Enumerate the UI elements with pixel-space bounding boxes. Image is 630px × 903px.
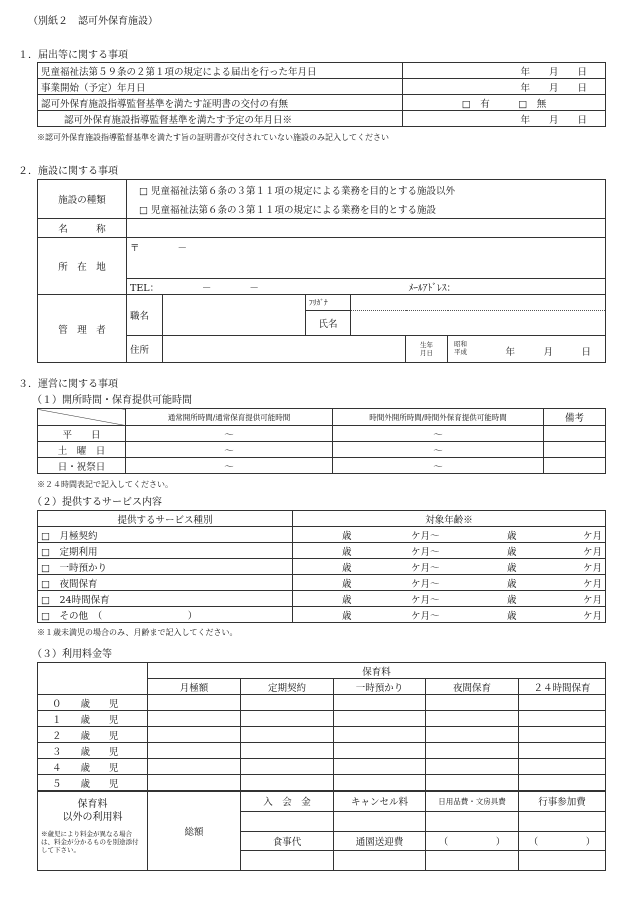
- saturday-overtime-field[interactable]: ～: [333, 442, 544, 458]
- era-label: 昭和 平成: [454, 340, 467, 356]
- email-field[interactable]: ﾒｰﾙｱﾄﾞﾚｽ：: [406, 279, 606, 295]
- birthdate-value: 年 月 日: [505, 347, 592, 358]
- notification-date-label: 児童福祉法第５９条の２第１項の規定による届出を行った年月日: [38, 63, 403, 79]
- age-unit: 歳: [443, 543, 520, 559]
- table-row: [38, 442, 606, 458]
- age-unit: 歳: [293, 591, 355, 607]
- fees-col-night: 夜間保育: [426, 679, 519, 695]
- event-fee-label: 行事参加費: [519, 791, 606, 811]
- other-fees-note: ※歳児により料金が異なる場合は、料金が分かるものを別途添付して下さい。: [41, 830, 139, 854]
- facility-address-label: 所 在 地: [38, 238, 127, 295]
- weekday-overtime-field[interactable]: ～: [333, 426, 544, 442]
- start-date-label: 事業開始（予定）年月日: [38, 79, 403, 95]
- fee-cell[interactable]: [241, 695, 334, 711]
- notification-table: [37, 62, 606, 127]
- hours-col-regular: 通常開所時間/通常保育提供可能時間: [126, 409, 333, 426]
- fees-col-temporary: 一時預かり: [334, 679, 426, 695]
- total-label: 総額: [148, 791, 241, 871]
- furigana-field[interactable]: [351, 295, 606, 311]
- fee-cell[interactable]: [241, 775, 334, 792]
- furigana-label: ﾌﾘｶﾞﾅ: [306, 295, 351, 311]
- services-table: [37, 510, 606, 623]
- fee-cell[interactable]: [519, 775, 606, 792]
- fee-cell[interactable]: [519, 743, 606, 759]
- fee-cell[interactable]: [148, 727, 241, 743]
- age-unit: ケ月～: [355, 543, 443, 559]
- table-row: [38, 695, 606, 711]
- hours-col-remarks: 備考: [544, 409, 606, 426]
- hours-note: ※２４時間表記で記入してください。: [37, 480, 173, 489]
- table-row: [38, 607, 606, 623]
- fees-col-monthly: 月極額: [148, 679, 241, 695]
- service-other-option[interactable]: □ その他 （ ）: [38, 607, 293, 623]
- age-unit: ケ月: [520, 607, 606, 623]
- manager-label: 管 理 者: [38, 295, 127, 363]
- fees-row-age-3: ３ 歳 児: [38, 743, 148, 759]
- service-monthly-option[interactable]: □ 月極契約: [38, 527, 293, 543]
- fee-cell[interactable]: [241, 711, 334, 727]
- table-row: [38, 727, 606, 743]
- section-1-note: ※認可外保育施設指導監督基準を満たす旨の証明書が交付されていない施設のみ記入してください: [37, 133, 389, 142]
- facility-type-label: 施設の種類: [38, 180, 127, 219]
- age-unit: 歳: [443, 575, 520, 591]
- facility-name-field[interactable]: [127, 219, 606, 238]
- entry-fee-label: 入 会 金: [241, 791, 334, 811]
- fees-row-age-5: ５ 歳 児: [38, 775, 148, 792]
- service-temporary-option[interactable]: □ 一時預かり: [38, 559, 293, 575]
- age-unit: 歳: [293, 559, 355, 575]
- fees-row-age-2: ２ 歳 児: [38, 727, 148, 743]
- hours-table: [37, 408, 606, 474]
- table-row: [38, 219, 606, 238]
- fee-cell[interactable]: [426, 727, 519, 743]
- hours-row-holiday: 日・祝祭日: [38, 458, 126, 474]
- bus-fee-field[interactable]: [334, 851, 426, 871]
- age-unit: 歳: [293, 607, 355, 623]
- table-row: [38, 591, 606, 607]
- age-unit: ケ月～: [355, 575, 443, 591]
- table-row: [38, 295, 606, 311]
- supplies-fee-field[interactable]: [426, 811, 519, 831]
- tel-field[interactable]: TEL： － －: [127, 279, 406, 295]
- age-unit: ケ月: [520, 575, 606, 591]
- hours-heading: （１）開所時間・保育提供可能時間: [32, 395, 192, 406]
- age-unit: 歳: [443, 559, 520, 575]
- holiday-overtime-field[interactable]: ～: [333, 458, 544, 474]
- section-3-heading: ３．運営に関する事項: [18, 379, 118, 390]
- fee-cell[interactable]: [148, 743, 241, 759]
- fee-cell[interactable]: [519, 759, 606, 775]
- table-row: [38, 743, 606, 759]
- birthdate-field[interactable]: [448, 336, 606, 363]
- table-row: [38, 527, 606, 543]
- services-note: ※１歳未満児の場合のみ、月齢まで記入してください。: [37, 628, 238, 637]
- age-unit: 歳: [443, 591, 520, 607]
- entry-fee-field[interactable]: [241, 811, 334, 831]
- table-row: [38, 543, 606, 559]
- saturday-regular-field[interactable]: ～: [126, 442, 333, 458]
- age-unit: ケ月: [520, 543, 606, 559]
- age-unit: 歳: [443, 607, 520, 623]
- table-row: [38, 511, 606, 527]
- fees-corner-cell: [38, 663, 148, 695]
- notification-date-field[interactable]: 年 月 日: [403, 63, 606, 79]
- age-unit: ケ月: [520, 591, 606, 607]
- age-unit: ケ月～: [355, 559, 443, 575]
- fees-col-24h: ２４時間保育: [519, 679, 606, 695]
- age-unit: ケ月～: [355, 591, 443, 607]
- table-row: [38, 180, 606, 200]
- table-row: [38, 458, 606, 474]
- cancel-fee-label: キャンセル料: [334, 791, 426, 811]
- services-heading: （２）提供するサービス内容: [32, 497, 162, 508]
- fee-cell[interactable]: [148, 695, 241, 711]
- certificate-plan-date-field[interactable]: 年 月 日: [403, 111, 606, 127]
- service-night-option[interactable]: □ 夜間保育: [38, 575, 293, 591]
- table-row: [38, 759, 606, 775]
- facility-name-label: 名 称: [38, 219, 127, 238]
- age-unit: ケ月: [520, 527, 606, 543]
- service-regular-option[interactable]: □ 定期利用: [38, 543, 293, 559]
- certificate-label: 認可外保育施設指導監督基準を満たす証明書の交付の有無: [38, 95, 403, 111]
- age-unit: ケ月: [520, 559, 606, 575]
- table-row: [38, 775, 606, 792]
- form-title: （別紙２ 認可外保育施設）: [28, 16, 158, 27]
- table-row: [38, 95, 606, 111]
- table-row: [38, 426, 606, 442]
- fee-cell[interactable]: [334, 759, 426, 775]
- table-row: [38, 791, 606, 811]
- section-1-heading: １．届出等に関する事項: [18, 50, 128, 61]
- certificate-checkbox-field[interactable]: □ 有 □ 無: [403, 95, 606, 111]
- meal-fee-label: 食事代: [241, 831, 334, 851]
- manager-address-label: 住所: [127, 336, 163, 363]
- table-row: [38, 663, 606, 679]
- start-date-field[interactable]: 年 月 日: [403, 79, 606, 95]
- services-col-age: 対象年齢※: [293, 511, 606, 527]
- facility-table: [37, 179, 606, 363]
- fee-cell[interactable]: [241, 743, 334, 759]
- age-unit: 歳: [293, 543, 355, 559]
- postal-code-field[interactable]: 〒 －: [127, 238, 606, 279]
- other-fee-2-label[interactable]: （ ）: [519, 831, 606, 851]
- fee-cell[interactable]: [426, 775, 519, 792]
- fee-cell[interactable]: [334, 695, 426, 711]
- cancel-fee-field[interactable]: [334, 811, 426, 831]
- hours-corner-cell: [38, 409, 126, 426]
- fee-cell[interactable]: [241, 727, 334, 743]
- meal-fee-field[interactable]: [241, 851, 334, 871]
- fee-cell[interactable]: [334, 775, 426, 792]
- facility-type-option-1[interactable]: □ 児童福祉法第６条の３第１１項の規定による業務を目的とする施設以外: [127, 180, 606, 200]
- age-unit: 歳: [443, 527, 520, 543]
- other-fee-1-label[interactable]: （ ）: [426, 831, 519, 851]
- weekday-regular-field[interactable]: ～: [126, 426, 333, 442]
- fees-table: [37, 662, 606, 871]
- other-fee-2-field[interactable]: [519, 851, 606, 871]
- fee-cell[interactable]: [426, 743, 519, 759]
- fee-cell[interactable]: [519, 727, 606, 743]
- manager-address-field[interactable]: [163, 336, 406, 363]
- service-24h-option[interactable]: □ 24時間保育: [38, 591, 293, 607]
- fees-row-age-4: ４ 歳 児: [38, 759, 148, 775]
- table-row: [38, 111, 606, 127]
- services-col-type: 提供するサービス種別: [38, 511, 293, 527]
- holiday-remarks-field[interactable]: [544, 458, 606, 474]
- age-unit: 歳: [293, 527, 355, 543]
- fullname-label: 氏名: [306, 311, 351, 336]
- fee-cell[interactable]: [334, 711, 426, 727]
- fee-cell[interactable]: [426, 759, 519, 775]
- other-fee-1-field[interactable]: [426, 851, 519, 871]
- fee-cell[interactable]: [148, 711, 241, 727]
- birthdate-label: 生年 月日: [406, 336, 448, 363]
- fee-cell[interactable]: [148, 775, 241, 792]
- fee-cell[interactable]: [241, 759, 334, 775]
- other-fees-label: 保育料 以外の利用料: [62, 799, 123, 823]
- age-unit: ケ月～: [355, 527, 443, 543]
- holiday-regular-field[interactable]: ～: [126, 458, 333, 474]
- fee-cell[interactable]: [334, 727, 426, 743]
- supplies-fee-label: 日用品費・文房具費: [426, 791, 519, 811]
- fee-cell[interactable]: [519, 711, 606, 727]
- hours-col-overtime: 時間外開所時間/時間外保育提供可能時間: [333, 409, 544, 426]
- table-row: [38, 575, 606, 591]
- saturday-remarks-field[interactable]: [544, 442, 606, 458]
- weekday-remarks-field[interactable]: [544, 426, 606, 442]
- other-fees-cell: [38, 791, 148, 871]
- fullname-field[interactable]: [351, 311, 606, 336]
- fee-cell[interactable]: [334, 743, 426, 759]
- table-row: [38, 63, 606, 79]
- fee-cell[interactable]: [148, 759, 241, 775]
- age-unit: 歳: [293, 575, 355, 591]
- fee-cell[interactable]: [426, 695, 519, 711]
- job-title-field[interactable]: [163, 295, 306, 336]
- table-row: [38, 559, 606, 575]
- fee-cell[interactable]: [519, 695, 606, 711]
- hours-row-saturday: 土 曜 日: [38, 442, 126, 458]
- event-fee-field[interactable]: [519, 811, 606, 831]
- fees-col-regular: 定期契約: [241, 679, 334, 695]
- table-row: [38, 711, 606, 727]
- age-unit: ケ月～: [355, 607, 443, 623]
- fees-heading: （３）利用料金等: [32, 649, 112, 660]
- certificate-plan-label: 認可外保育施設指導監督基準を満たす予定の年月日※: [38, 111, 403, 127]
- fees-group-header: 保育料: [148, 663, 606, 679]
- fees-row-age-0: ０ 歳 児: [38, 695, 148, 711]
- table-row: [38, 409, 606, 426]
- table-row: [38, 238, 606, 279]
- section-2-heading: ２．施設に関する事項: [18, 166, 118, 177]
- facility-type-option-2[interactable]: □ 児童福祉法第６条の３第１１項の規定による業務を目的とする施設: [127, 199, 606, 219]
- fees-row-age-1: １ 歳 児: [38, 711, 148, 727]
- bus-fee-label: 通園送迎費: [334, 831, 426, 851]
- fee-cell[interactable]: [426, 711, 519, 727]
- table-row: [38, 79, 606, 95]
- hours-row-weekday: 平 日: [38, 426, 126, 442]
- job-title-label: 職名: [127, 295, 163, 336]
